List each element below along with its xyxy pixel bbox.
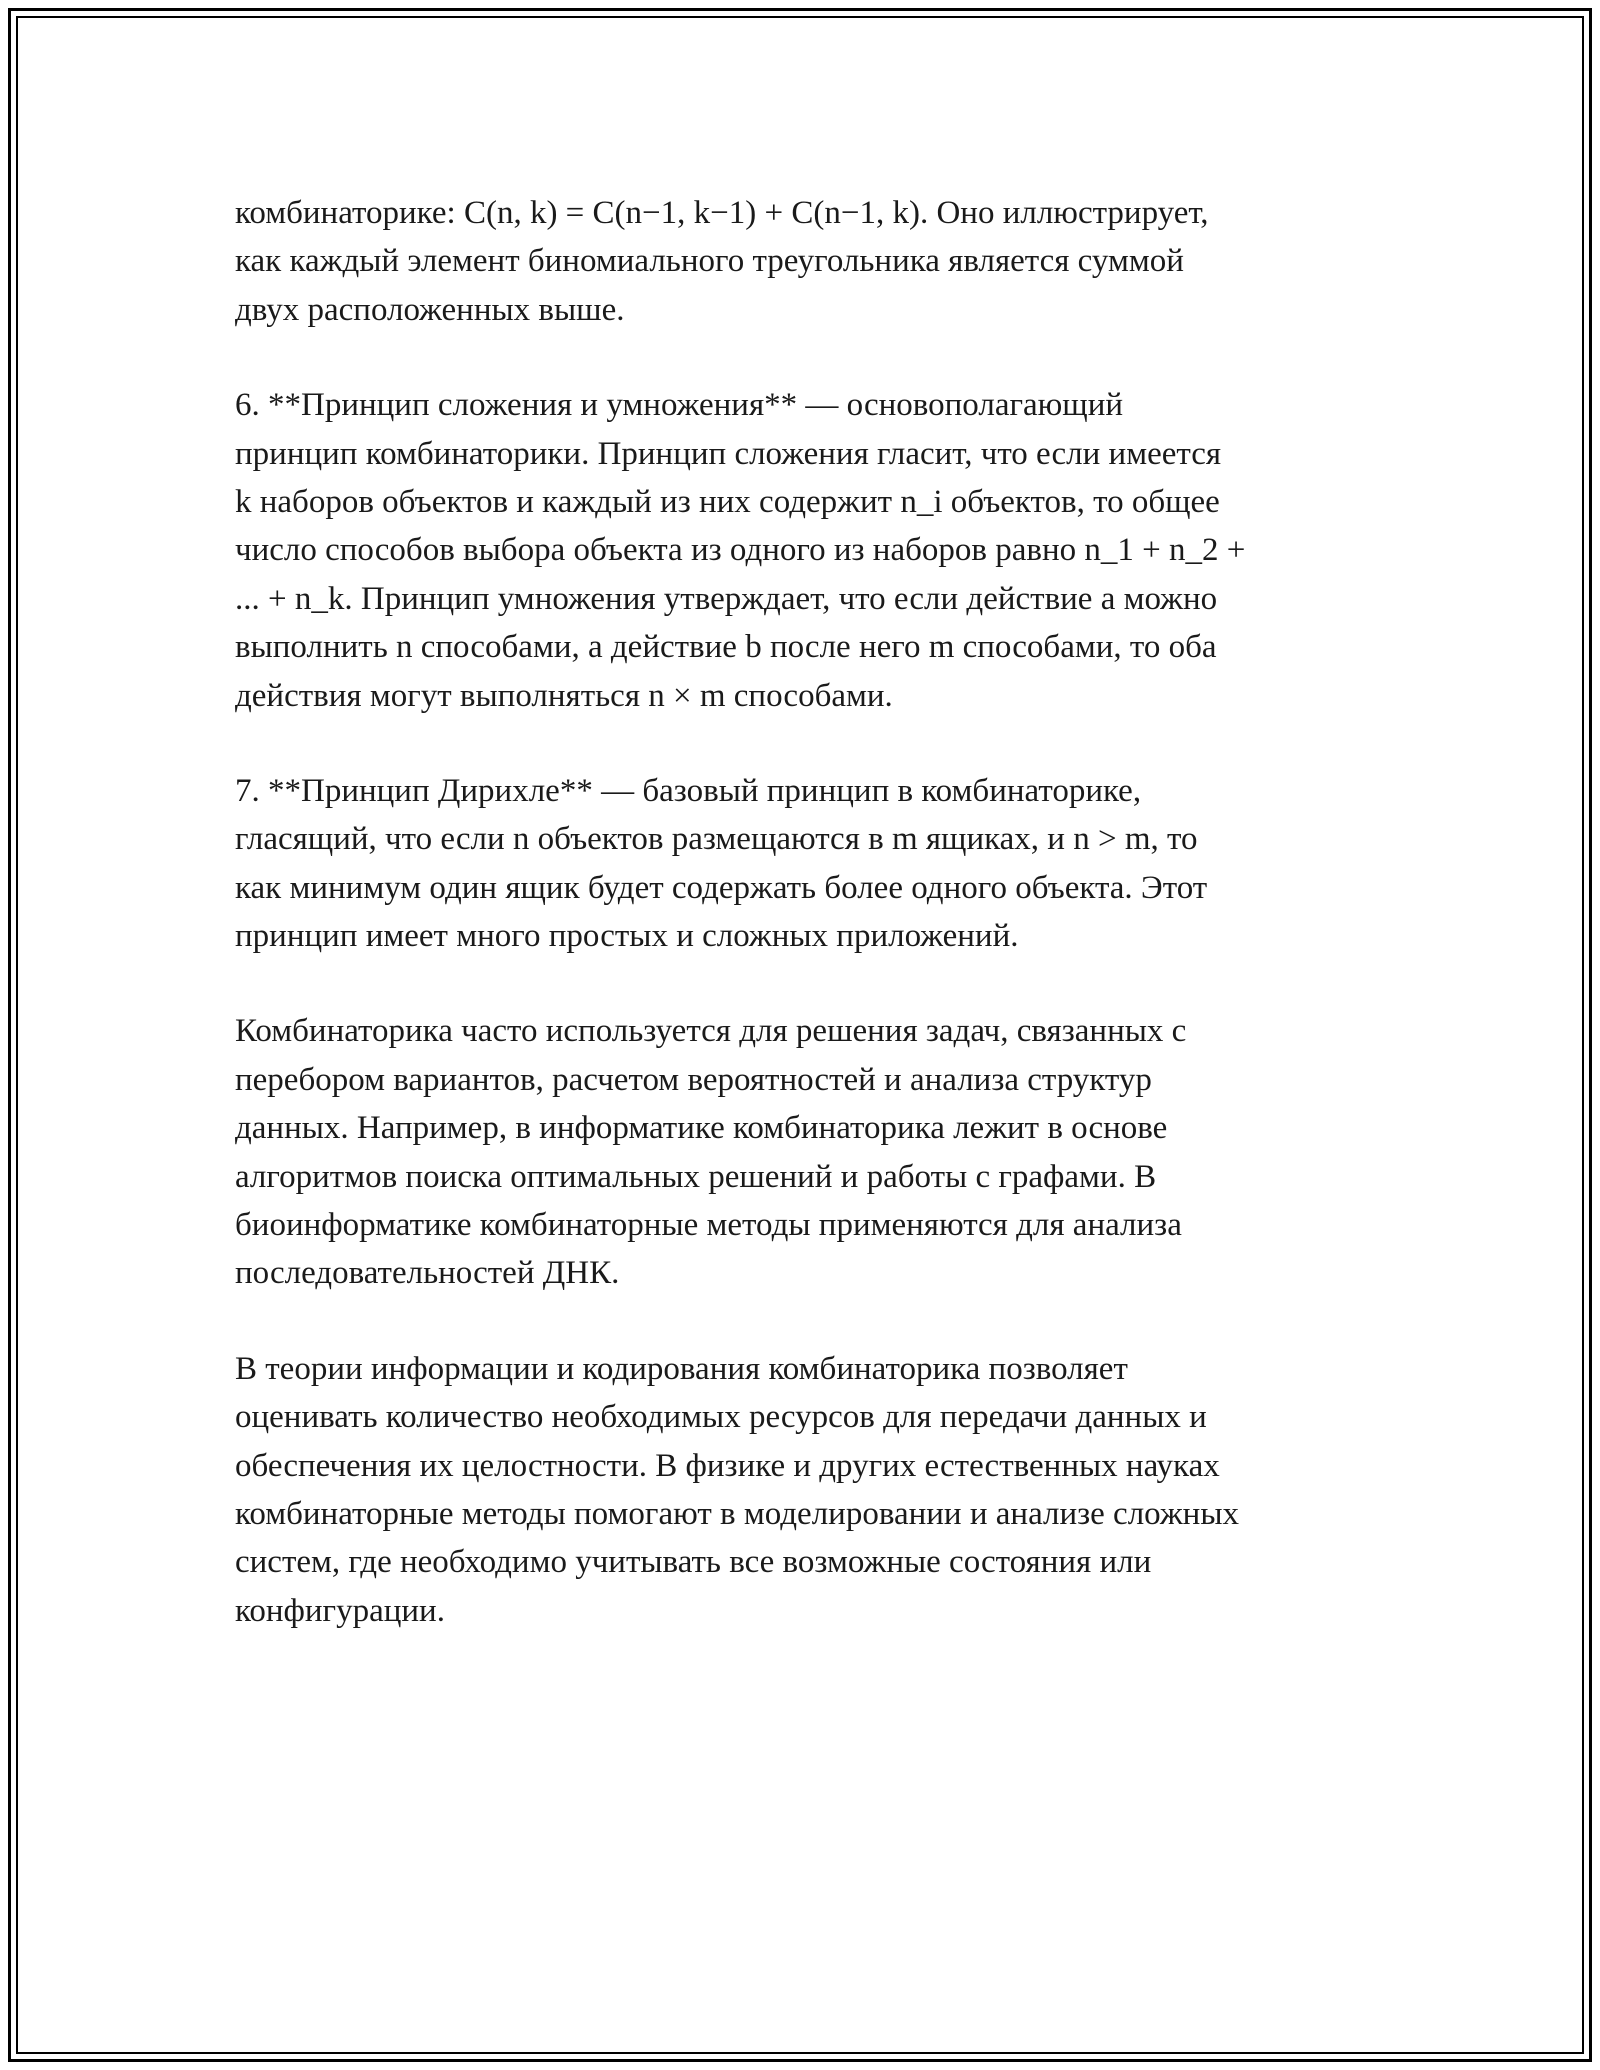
text-line: k наборов объектов и каждый из них содержит n_i объектов, то общее — [235, 483, 1220, 520]
text-line: оценивать количество необходимых ресурсов для передачи данных и — [235, 1399, 1207, 1436]
text-line: принцип комбинаторики. Принцип сложения гласит, что если имеется — [235, 435, 1222, 472]
paragraph-binomial-recurrence — [235, 189, 1375, 334]
text-line: число способов выбора объекта из одного из наборов равно n_1 + n_2 + — [235, 532, 1246, 569]
text-line: гласящий, что если n объектов размещаются в m ящиках, и n > m, то — [235, 821, 1198, 858]
paragraph-applications — [235, 1007, 1375, 1297]
text-line: выполнить n способами, а действие b после него m способами, то оба — [235, 629, 1217, 666]
text-line: 7. **Принцип Дирихле** — базовый принцип в комбинаторике, — [235, 772, 1142, 809]
paragraph-sum-product-principle — [235, 381, 1375, 720]
paragraph-information-theory — [235, 1345, 1375, 1635]
text-line: комбинаторике: C(n, k) = C(n−1, k−1) + C(n−1, k). Оно иллюстрирует, — [235, 195, 1209, 231]
text-line: перебором вариантов, расчетом вероятностей и анализа структур — [235, 1061, 1152, 1098]
text-line: ... + n_k. Принцип умножения утверждает, что если действие a можно — [235, 580, 1218, 617]
text-line: В теории информации и кодирования комбинаторика позволяет — [235, 1350, 1128, 1387]
text-line: биоинформатике комбинаторные методы применяются для анализа — [235, 1207, 1182, 1244]
text-line: данных. Например, в информатике комбинаторика лежит в основе — [235, 1110, 1168, 1147]
paragraph-pigeonhole-principle — [235, 767, 1375, 961]
text-line: как минимум один ящик будет содержать более одного объекта. Этот — [235, 869, 1208, 906]
text-line: конфигурации. — [235, 1592, 445, 1629]
document-body — [235, 189, 1375, 1682]
text-line: обеспечения их целостности. В физике и других естественных науках — [235, 1447, 1220, 1484]
text-line: комбинаторные методы помогают в моделировании и анализе сложных — [235, 1495, 1239, 1532]
text-line: последовательностей ДНК. — [235, 1255, 620, 1292]
text-line: алгоритмов поиска оптимальных решений и работы с графами. В — [235, 1158, 1157, 1195]
text-line: 6. **Принцип сложения и умножения** — основополагающий — [235, 387, 1124, 424]
text-line: действия могут выполняться n × m способами. — [235, 677, 893, 714]
text-line: принцип имеет много простых и сложных приложений. — [235, 918, 1019, 955]
text-line: как каждый элемент биномиального треугольника является суммой — [235, 243, 1184, 280]
text-line: систем, где необходимо учитывать все возможные состояния или — [235, 1544, 1152, 1581]
text-line: двух расположенных выше. — [235, 291, 625, 328]
text-line: Комбинаторика часто используется для решения задач, связанных с — [235, 1013, 1187, 1050]
